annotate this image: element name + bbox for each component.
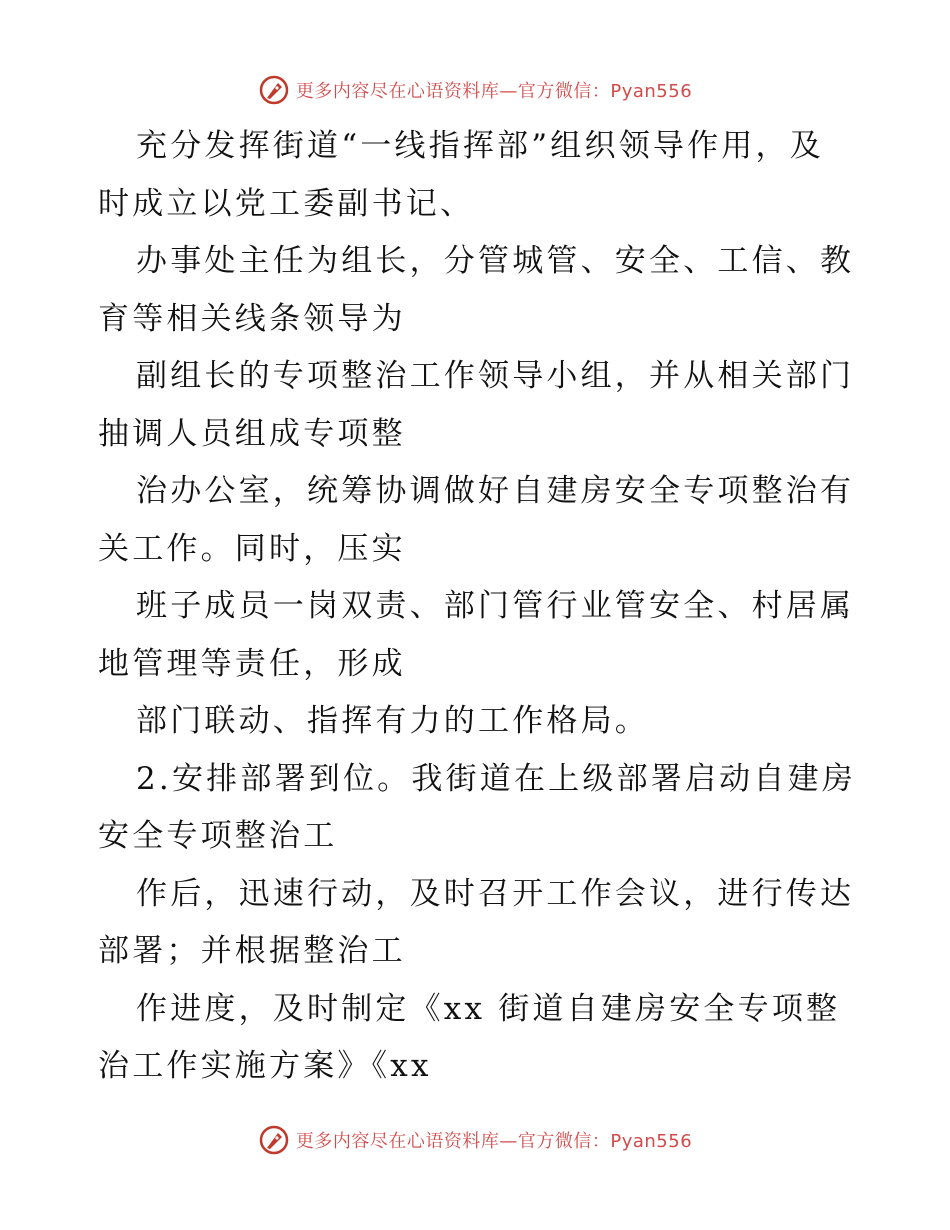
text-line: 班子成员一岗双责、部门管行业管安全、村居属 — [136, 588, 855, 624]
pen-nib-logo-icon — [258, 74, 290, 106]
text-line: 作后，迅速行动，及时召开工作会议，进行传达 — [136, 875, 855, 912]
text-line: 抽调人员组成专项整 — [98, 415, 406, 452]
text-line: 2.安排部署到位。我街道在上级部署启动自建房 — [136, 760, 856, 797]
text-line: 育等相关线条领导为 — [98, 300, 406, 337]
header-banner-text: 更多内容尽在心语资料库—官方微信：Pyan556 — [295, 81, 693, 102]
footer-banner-text: 更多内容尽在心语资料库—官方微信：Pyan556 — [295, 1131, 693, 1152]
pen-nib-logo-icon — [258, 1124, 290, 1156]
text-line: 作进度，及时制定《xx 街道自建房安全专项整 — [136, 990, 841, 1027]
text-line: 治工作实施方案》《xx — [98, 1048, 432, 1084]
text-line: 地管理等责任，形成 — [98, 645, 406, 682]
text-line: 时成立以党工委副书记、 — [98, 185, 475, 222]
text-line: 部署；并根据整治工 — [98, 933, 406, 969]
footer-banner — [0, 1122, 950, 1158]
text-line: 办事处主任为组长，分管城管、安全、工信、教 — [136, 243, 855, 279]
header-banner — [0, 72, 950, 108]
text-line: 充分发挥街道“一线指挥部”组织领导作用，及 — [136, 128, 824, 164]
text-line: 部门联动、指挥有力的工作格局。 — [136, 703, 649, 739]
text-line: 治办公室，统筹协调做好自建房安全专项整治有 — [136, 473, 855, 509]
text-line: 关工作。同时，压实 — [98, 530, 406, 567]
text-line: 安全专项整治工 — [98, 818, 338, 854]
document-body — [98, 118, 858, 1096]
text-line: 副组长的专项整治工作领导小组，并从相关部门 — [136, 358, 855, 394]
